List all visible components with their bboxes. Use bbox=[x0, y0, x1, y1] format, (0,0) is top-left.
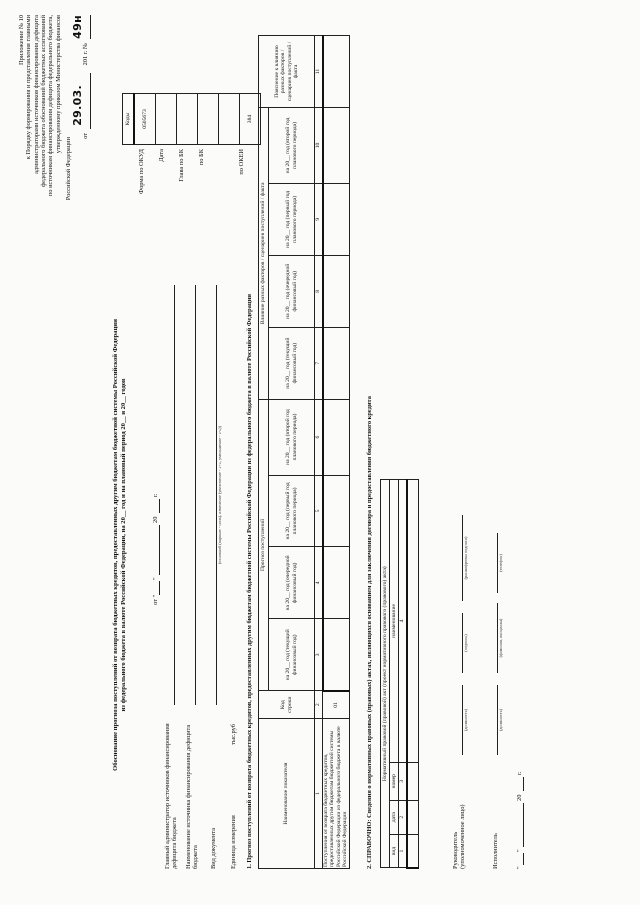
reference-num: 4 bbox=[399, 480, 407, 763]
executor-label: Исполнитель bbox=[492, 833, 499, 869]
period-header: на 20__ год (текущий финансовый год) bbox=[269, 327, 315, 399]
col-number: 8 bbox=[315, 255, 323, 327]
cell bbox=[323, 255, 350, 327]
col-number: 2 bbox=[315, 691, 323, 719]
code-label-date: Дата bbox=[158, 149, 165, 162]
sig-date-open: " bbox=[516, 866, 523, 869]
codes-header: Коды bbox=[123, 94, 135, 145]
row-code: 01 bbox=[323, 691, 350, 719]
code-label-okei: по ОКЕИ bbox=[238, 149, 245, 175]
field-source-label: Наименование источника финансирования дефицита бюджета bbox=[185, 724, 200, 869]
period-header: на 20__ год (второй год планового периода) bbox=[269, 399, 315, 475]
signature-head bbox=[452, 804, 467, 869]
col-number: 1 bbox=[315, 719, 323, 869]
section2-title: 2. СПРАВОЧНО: Сведения о нормативных правовых (правовых) актах, являющихся основанием для заключения договора и предоставления бюджетного кредита bbox=[366, 396, 373, 869]
reference-col-name: наименование bbox=[390, 480, 399, 763]
executor-phone-caption: (телефон) bbox=[498, 554, 503, 572]
field-admin-label: Главный администратор источников финансирования дефицита бюджета bbox=[164, 723, 179, 869]
field-source bbox=[185, 709, 200, 869]
field-unit-value: тыс.руб bbox=[230, 724, 237, 745]
date-suffix: г. bbox=[152, 493, 159, 497]
cell bbox=[407, 834, 419, 868]
col-number: 11 bbox=[315, 36, 323, 108]
date-year: 20 bbox=[152, 516, 159, 523]
cell bbox=[323, 183, 350, 255]
head-position-caption: (должность) bbox=[463, 709, 468, 731]
col-note-header: Пояснение к влиянию разных факторов / сценариев поступлений / факта bbox=[259, 36, 315, 108]
title-line-2: из федерального бюджета в валюте Российской Федерации, на 20__ год и на плановый период 20__ и 20__ годов bbox=[119, 378, 127, 712]
col-number: 6 bbox=[315, 399, 323, 475]
period-header: на 20__ год (очередной финансовый год) bbox=[269, 547, 315, 619]
approval-date-prefix: от bbox=[82, 133, 90, 139]
group-factors-header: Влияние разных факторов / сценариев поступлений / факта bbox=[259, 108, 269, 400]
col-number: 10 bbox=[315, 108, 323, 184]
cell bbox=[323, 475, 350, 547]
reference-col-date: дата bbox=[390, 800, 399, 834]
title-line-1: Обоснование прогноза поступлений от возврата бюджетных кредитов, предоставленных другим бюджетам бюджетной системы Российской Федерации bbox=[112, 319, 119, 771]
head-sub: (уполномоченное лицо) bbox=[459, 804, 467, 869]
approval-number-handwritten: 49н bbox=[71, 15, 85, 39]
approval-appendix: Приложение № 10 bbox=[18, 15, 25, 65]
head-decoding-caption: (расшифровка подписи) bbox=[463, 536, 468, 580]
col-code-header: Код строки bbox=[259, 691, 315, 719]
approval-date-year: 201 г. № bbox=[82, 43, 90, 66]
approval-date-line bbox=[71, 15, 92, 345]
period-header: на 20__ год (второй год планового периода) bbox=[269, 108, 315, 184]
code-label-bk: по БК bbox=[198, 149, 205, 166]
code-label-empty bbox=[212, 149, 232, 255]
reference-col-number: номер bbox=[390, 762, 399, 800]
col-number: 7 bbox=[315, 327, 323, 399]
head-signature-caption: (подпись) bbox=[463, 634, 468, 652]
group-forecast-header: Прогноз поступлений bbox=[259, 399, 269, 691]
code-bk bbox=[198, 94, 219, 145]
date-line bbox=[152, 445, 162, 605]
head-label: Руководитель bbox=[452, 831, 459, 869]
sig-date-year: 20 bbox=[516, 794, 523, 801]
reference-group-header: Нормативный правовой (правовой) акт (проект нормативного правового (правового) акта) bbox=[381, 480, 390, 869]
date-prefix: от " bbox=[152, 594, 159, 605]
reference-num: 1 bbox=[399, 834, 407, 868]
code-label-okud: Форма по ОКУД bbox=[138, 149, 145, 194]
cell bbox=[323, 327, 350, 399]
col-number: 9 bbox=[315, 183, 323, 255]
period-header: на 20__ год (первый год планового периода) bbox=[269, 475, 315, 547]
date-mid: " bbox=[152, 577, 159, 580]
period-header: на 20__ год (текущий финансовый год) bbox=[269, 619, 315, 691]
code-label-glava: Глава по БК bbox=[178, 149, 185, 182]
reference-num: 3 bbox=[399, 762, 407, 800]
approval-line: федерального бюджета обоснований бюджетных ассигнований bbox=[40, 15, 48, 187]
code-glava bbox=[177, 94, 198, 145]
period-header: на 20__ год (очередной финансовый год) bbox=[269, 255, 315, 327]
col-number: 4 bbox=[315, 547, 323, 619]
approval-line: к Порядку формирования и представления главными bbox=[25, 15, 33, 160]
codes-labels bbox=[132, 149, 252, 255]
cell bbox=[323, 36, 350, 108]
col-number: 5 bbox=[315, 475, 323, 547]
cell bbox=[407, 800, 419, 834]
cell bbox=[323, 547, 350, 619]
cell bbox=[323, 399, 350, 475]
approval-block bbox=[18, 15, 92, 345]
sig-date-suffix: г. bbox=[516, 771, 523, 775]
reference-table bbox=[380, 479, 419, 869]
section1-title: 1. Прогноз поступлений от возврата бюджетных кредитов, предоставленных другим бюджетам бюджетной системы Российской Федерации из федерального бюджета в валюте Российской Федерации bbox=[246, 294, 253, 869]
cell bbox=[407, 480, 419, 763]
field-admin bbox=[164, 709, 179, 869]
code-date bbox=[156, 94, 177, 145]
reference-col-type: вид bbox=[390, 834, 399, 868]
code-okud: 0505673 bbox=[134, 94, 156, 145]
cell bbox=[323, 619, 350, 691]
col-number: 3 bbox=[315, 619, 323, 691]
executor-name-caption: (фамилия, инициалы) bbox=[498, 618, 503, 658]
approval-date-handwritten: 29.03. bbox=[71, 85, 85, 126]
field-doc-type-label: Вид документа bbox=[210, 827, 217, 869]
code-okei: 384 bbox=[240, 94, 261, 145]
sig-date-mid: " bbox=[516, 849, 523, 852]
approval-line: утвержденному приказом Министерства финансов bbox=[54, 15, 62, 154]
signature-date bbox=[516, 759, 526, 869]
cell bbox=[407, 762, 419, 800]
field-doc-note: (основной (вариант - ноль), изменение (увеличение - «+», уменьшение - «-»)) bbox=[217, 426, 222, 564]
approval-federation: Российской Федерации bbox=[65, 137, 73, 201]
col-name-header: Наименование показателя bbox=[259, 719, 315, 869]
executor-position-caption: (должность) bbox=[498, 709, 503, 731]
approval-line: администраторами источников финансирования дефицита bbox=[32, 15, 40, 174]
row-label: Поступления от возврата бюджетных кредитов, предоставленных другим бюджетам бюджетной системы Российской Федерации из федерального бюджета в валюте Российской Федерации bbox=[323, 719, 350, 869]
cell bbox=[323, 108, 350, 184]
codes-table bbox=[122, 93, 261, 145]
field-unit-label: Единица измерения bbox=[230, 815, 237, 869]
reference-num: 2 bbox=[399, 800, 407, 834]
forecast-table bbox=[258, 35, 350, 869]
approval-date-row bbox=[62, 15, 78, 345]
document-title bbox=[112, 265, 127, 825]
approval-line: по источникам финансирования дефицита федерального бюджета, bbox=[47, 15, 55, 197]
period-header: на 20__ год (первый год планового периода) bbox=[269, 183, 315, 255]
code-empty bbox=[219, 94, 240, 145]
